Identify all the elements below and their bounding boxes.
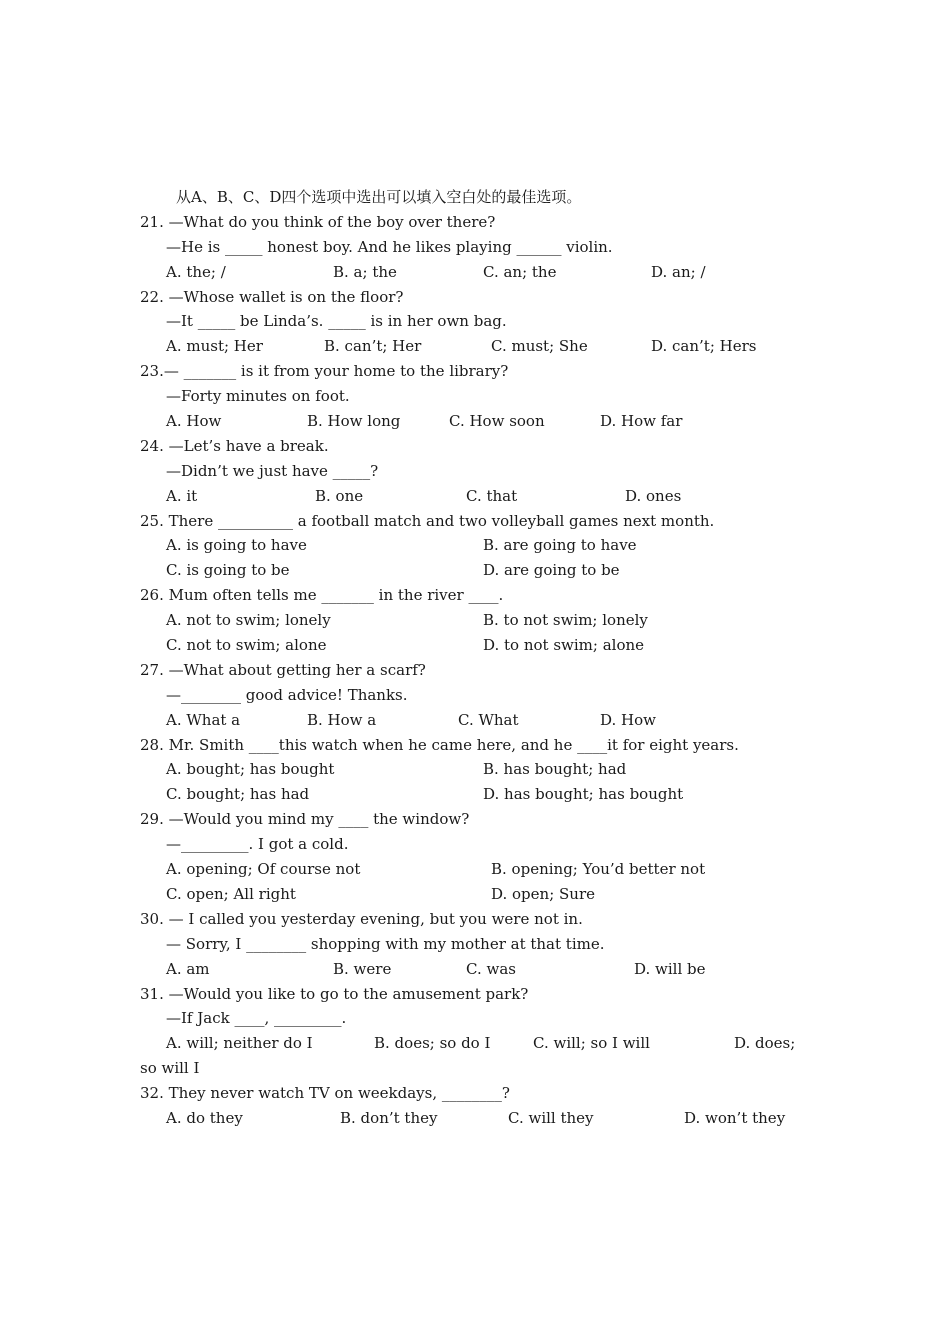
answer-option: D. will be (634, 959, 706, 978)
answer-option: A. am (166, 959, 210, 978)
option-row (140, 334, 820, 359)
question-block (140, 658, 820, 733)
answer-option: D. How (600, 710, 656, 729)
answer-option: D. does; (734, 1034, 796, 1053)
answer-option: B. can’t; Her (324, 337, 422, 356)
question-stem: 29. —Would you mind my ____ the window? (140, 810, 470, 829)
answer-option: C. How soon (449, 412, 545, 431)
question-block (140, 583, 820, 658)
answer-option: C. open; All right (166, 884, 296, 903)
answer-option: B. has bought; had (483, 760, 627, 779)
answer-option: B. don’t they (340, 1108, 438, 1127)
answer-option: B. How long (307, 412, 401, 431)
answer-option: C. not to swim; alone (166, 636, 327, 655)
question-stem: 24. —Let’s have a break. (140, 436, 329, 455)
answer-option: B. one (315, 486, 364, 505)
answer-option: A. How (166, 412, 222, 431)
option-row (140, 757, 820, 782)
option-row (140, 782, 820, 807)
answer-option: A. What a (166, 710, 241, 729)
answer-option: A. opening; Of course not (166, 860, 361, 879)
question-block (140, 210, 820, 285)
option-row (140, 708, 820, 733)
option-row (140, 857, 820, 882)
option-row (140, 957, 820, 982)
question-stem: 32. They never watch TV on weekdays, ________? (140, 1084, 510, 1103)
answer-option: D. are going to be (483, 561, 620, 580)
answer-option: A. bought; has bought (166, 760, 335, 779)
answer-option: C. was (466, 959, 516, 978)
option-row (140, 533, 820, 558)
question-dialogue-line: —________ good advice! Thanks. (166, 685, 408, 704)
answer-option: A. not to swim; lonely (166, 611, 331, 630)
question-dialogue-line: —_________. I got a cold. (166, 835, 349, 854)
answer-option: D. How far (600, 412, 683, 431)
question-dialogue-line: — Sorry, I ________ shopping with my mother at that time. (166, 934, 605, 953)
answer-option: D. an; / (651, 262, 706, 281)
option-row (140, 484, 820, 509)
question-dialogue-line: —It _____ be Linda’s. _____ is in her own bag. (166, 312, 507, 331)
option-row (140, 882, 820, 907)
option-row (140, 633, 820, 658)
option-wrap-line: so will I (140, 1059, 200, 1078)
question-stem: 22. —Whose wallet is on the floor? (140, 287, 404, 306)
answer-option: C. will; so I will (533, 1034, 650, 1053)
answer-option: C. is going to be (166, 561, 290, 580)
answer-option: D. has bought; has bought (483, 785, 684, 804)
answer-option: A. do they (166, 1108, 243, 1127)
answer-option: A. it (166, 486, 198, 505)
question-dialogue-line: —Didn’t we just have _____? (166, 461, 379, 480)
answer-option: D. won’t they (684, 1108, 786, 1127)
option-row (140, 1031, 820, 1056)
answer-option: B. were (333, 959, 392, 978)
option-row (140, 409, 820, 434)
question-block (140, 434, 820, 509)
answer-option: C. What (458, 710, 519, 729)
question-stem: 25. There __________ a football match and two volleyball games next month. (140, 511, 715, 530)
answer-option: C. that (466, 486, 518, 505)
question-block (140, 359, 820, 434)
answer-option: A. must; Her (166, 337, 263, 356)
answer-option: D. to not swim; alone (483, 636, 645, 655)
answer-option: A. is going to have (166, 536, 307, 555)
question-stem: 27. —What about getting her a scarf? (140, 660, 426, 679)
answer-option: C. bought; has had (166, 785, 310, 804)
question-block (140, 1081, 820, 1131)
option-row (140, 1106, 820, 1131)
question-block (140, 509, 820, 584)
answer-option: A. the; / (166, 262, 226, 281)
option-row (140, 558, 820, 583)
question-stem: 28. Mr. Smith ____this watch when he came here, and he ____it for eight years. (140, 735, 739, 754)
question-block (140, 285, 820, 360)
answer-option: C. an; the (483, 262, 557, 281)
answer-option: A. will; neither do I (166, 1034, 313, 1053)
question-stem: 21. —What do you think of the boy over there? (140, 212, 496, 231)
answer-option: B. does; so do I (374, 1034, 491, 1053)
answer-option: B. to not swim; lonely (483, 611, 648, 630)
answer-option: B. How a (307, 710, 377, 729)
answer-option: D. can’t; Hers (651, 337, 757, 356)
option-row (140, 260, 820, 285)
question-stem: 23.— _______ is it from your home to the library? (140, 362, 509, 381)
question-stem: 30. — I called you yesterday evening, but you were not in. (140, 909, 583, 928)
question-stem: 26. Mum often tells me _______ in the river ____. (140, 586, 504, 605)
question-block (140, 807, 820, 907)
question-dialogue-line: —If Jack ____, _________. (166, 1009, 347, 1028)
question-stem: 31. —Would you like to go to the amusement park? (140, 984, 529, 1003)
answer-option: B. are going to have (483, 536, 637, 555)
question-block (140, 982, 820, 1082)
instruction-heading: 从A、B、C、D四个选项中选出可以填入空白处的最佳选项。 (176, 188, 582, 206)
question-list (140, 185, 820, 1131)
question-dialogue-line: —Forty minutes on foot. (166, 387, 350, 406)
option-row (140, 608, 820, 633)
question-block (140, 733, 820, 808)
answer-option: B. opening; You’d better not (491, 860, 706, 879)
answer-option: C. must; She (491, 337, 588, 356)
answer-option: D. ones (625, 486, 682, 505)
question-block (140, 907, 820, 982)
answer-option: B. a; the (333, 262, 397, 281)
answer-option: D. open; Sure (491, 884, 596, 903)
answer-option: C. will they (508, 1108, 594, 1127)
question-dialogue-line: —He is _____ honest boy. And he likes playing ______ violin. (166, 237, 613, 256)
